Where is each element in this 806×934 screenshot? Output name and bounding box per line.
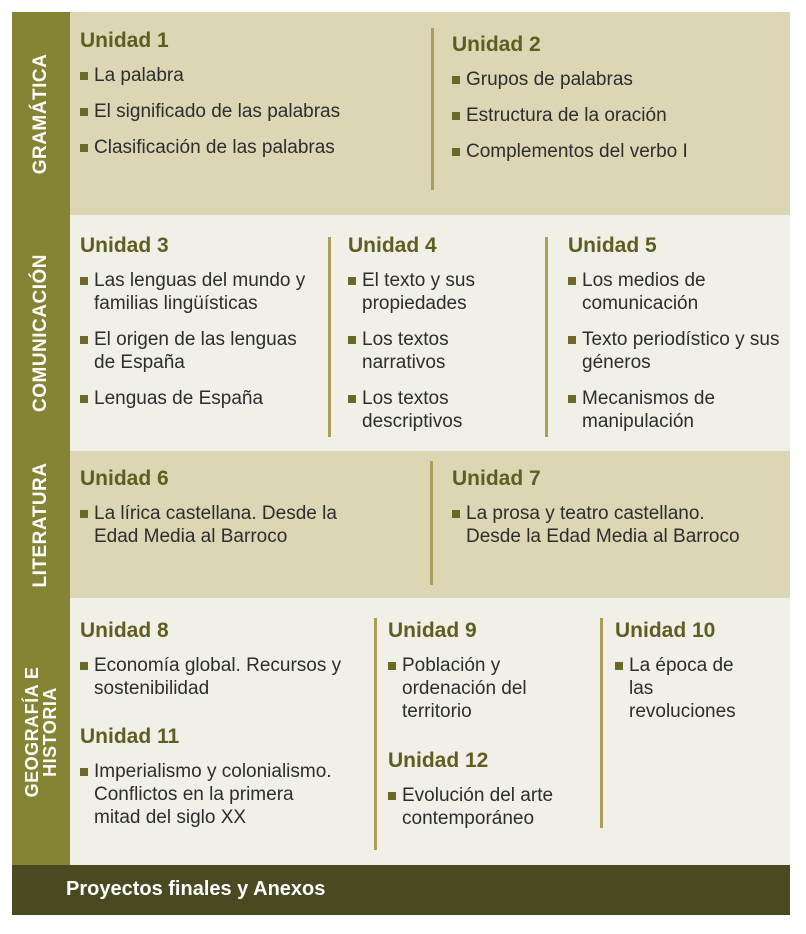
unit-11 bbox=[80, 724, 345, 842]
list-item: Las lenguas del mundo y familias lingüísticas bbox=[80, 269, 312, 315]
section-tab-literatura bbox=[12, 451, 70, 598]
unit-title: Unidad 5 bbox=[568, 234, 657, 257]
list-item: El significado de las palabras bbox=[80, 100, 420, 123]
unit-1 bbox=[80, 28, 420, 172]
section-literatura bbox=[12, 451, 790, 598]
list-item: Evolución del arte contemporáneo bbox=[388, 784, 598, 830]
list-item: Mecanismos de manipulación bbox=[568, 387, 783, 433]
list-item: Economía global. Recursos y sostenibilidad bbox=[80, 654, 365, 700]
divider bbox=[431, 28, 434, 190]
divider bbox=[600, 618, 603, 828]
list-item: Texto periodístico y sus géneros bbox=[568, 328, 783, 374]
unit-title: Unidad 12 bbox=[388, 749, 489, 772]
list-item: Población y ordenación del territorio bbox=[388, 654, 588, 723]
divider bbox=[430, 461, 433, 585]
divider bbox=[374, 618, 377, 850]
section-label: COMUNICACIÓN bbox=[30, 254, 51, 412]
list-item: Los textos descriptivos bbox=[348, 387, 533, 433]
list-item: El origen de las lenguas de España bbox=[80, 328, 312, 374]
section-label: GEOGRAFÍA E HISTORIA bbox=[22, 666, 60, 797]
list-item: Grupos de palabras bbox=[452, 68, 772, 91]
list-item: Clasificación de las palabras bbox=[80, 136, 420, 159]
unit-title: Unidad 10 bbox=[615, 619, 716, 642]
footer-bar bbox=[12, 865, 790, 915]
section-comunicacion bbox=[12, 215, 790, 451]
unit-3 bbox=[80, 233, 312, 423]
section-tab-comunicacion bbox=[12, 215, 70, 451]
unit-6 bbox=[80, 466, 380, 561]
unit-title: Unidad 3 bbox=[80, 234, 169, 257]
list-item: Los medios de comunicación bbox=[568, 269, 783, 315]
list-item: La palabra bbox=[80, 64, 420, 87]
list-item: Estructura de la oración bbox=[452, 104, 772, 127]
unit-title: Unidad 1 bbox=[80, 29, 169, 52]
footer-label: Proyectos finales y Anexos bbox=[66, 878, 326, 900]
list-item: La época de las revoluciones bbox=[615, 654, 755, 723]
section-label: GRAMÁTICA bbox=[30, 53, 51, 174]
unit-9 bbox=[388, 618, 588, 736]
unit-title: Unidad 4 bbox=[348, 234, 437, 257]
unit-title: Unidad 2 bbox=[452, 33, 541, 56]
list-item: Los textos narrativos bbox=[348, 328, 533, 374]
list-item: Imperialismo y colonialismo. Conflictos en la primera mitad del siglo XX bbox=[80, 760, 345, 829]
list-item: Lenguas de España bbox=[80, 387, 312, 410]
section-tab-gramatica bbox=[12, 12, 70, 215]
section-gramatica bbox=[12, 12, 790, 215]
unit-2 bbox=[452, 32, 772, 176]
section-label: LITERATURA bbox=[30, 462, 51, 587]
section-geografia-historia bbox=[12, 598, 790, 865]
unit-8 bbox=[80, 618, 365, 713]
list-item: La prosa y teatro castellano. Desde la Edad Media al Barroco bbox=[452, 502, 752, 548]
unit-title: Unidad 8 bbox=[80, 619, 169, 642]
unit-12 bbox=[388, 748, 598, 843]
unit-title: Unidad 7 bbox=[452, 467, 541, 490]
unit-5 bbox=[568, 233, 783, 446]
divider bbox=[328, 237, 331, 437]
unit-4 bbox=[348, 233, 533, 446]
unit-title: Unidad 11 bbox=[80, 725, 180, 748]
unit-7 bbox=[452, 466, 752, 561]
section-tab-geografia-historia bbox=[12, 598, 70, 865]
unit-10 bbox=[615, 618, 755, 736]
list-item: La lírica castellana. Desde la Edad Media al Barroco bbox=[80, 502, 380, 548]
divider bbox=[545, 237, 548, 437]
unit-title: Unidad 9 bbox=[388, 619, 477, 642]
list-item: Complementos del verbo I bbox=[452, 140, 772, 163]
unit-title: Unidad 6 bbox=[80, 467, 169, 490]
list-item: El texto y sus propiedades bbox=[348, 269, 533, 315]
